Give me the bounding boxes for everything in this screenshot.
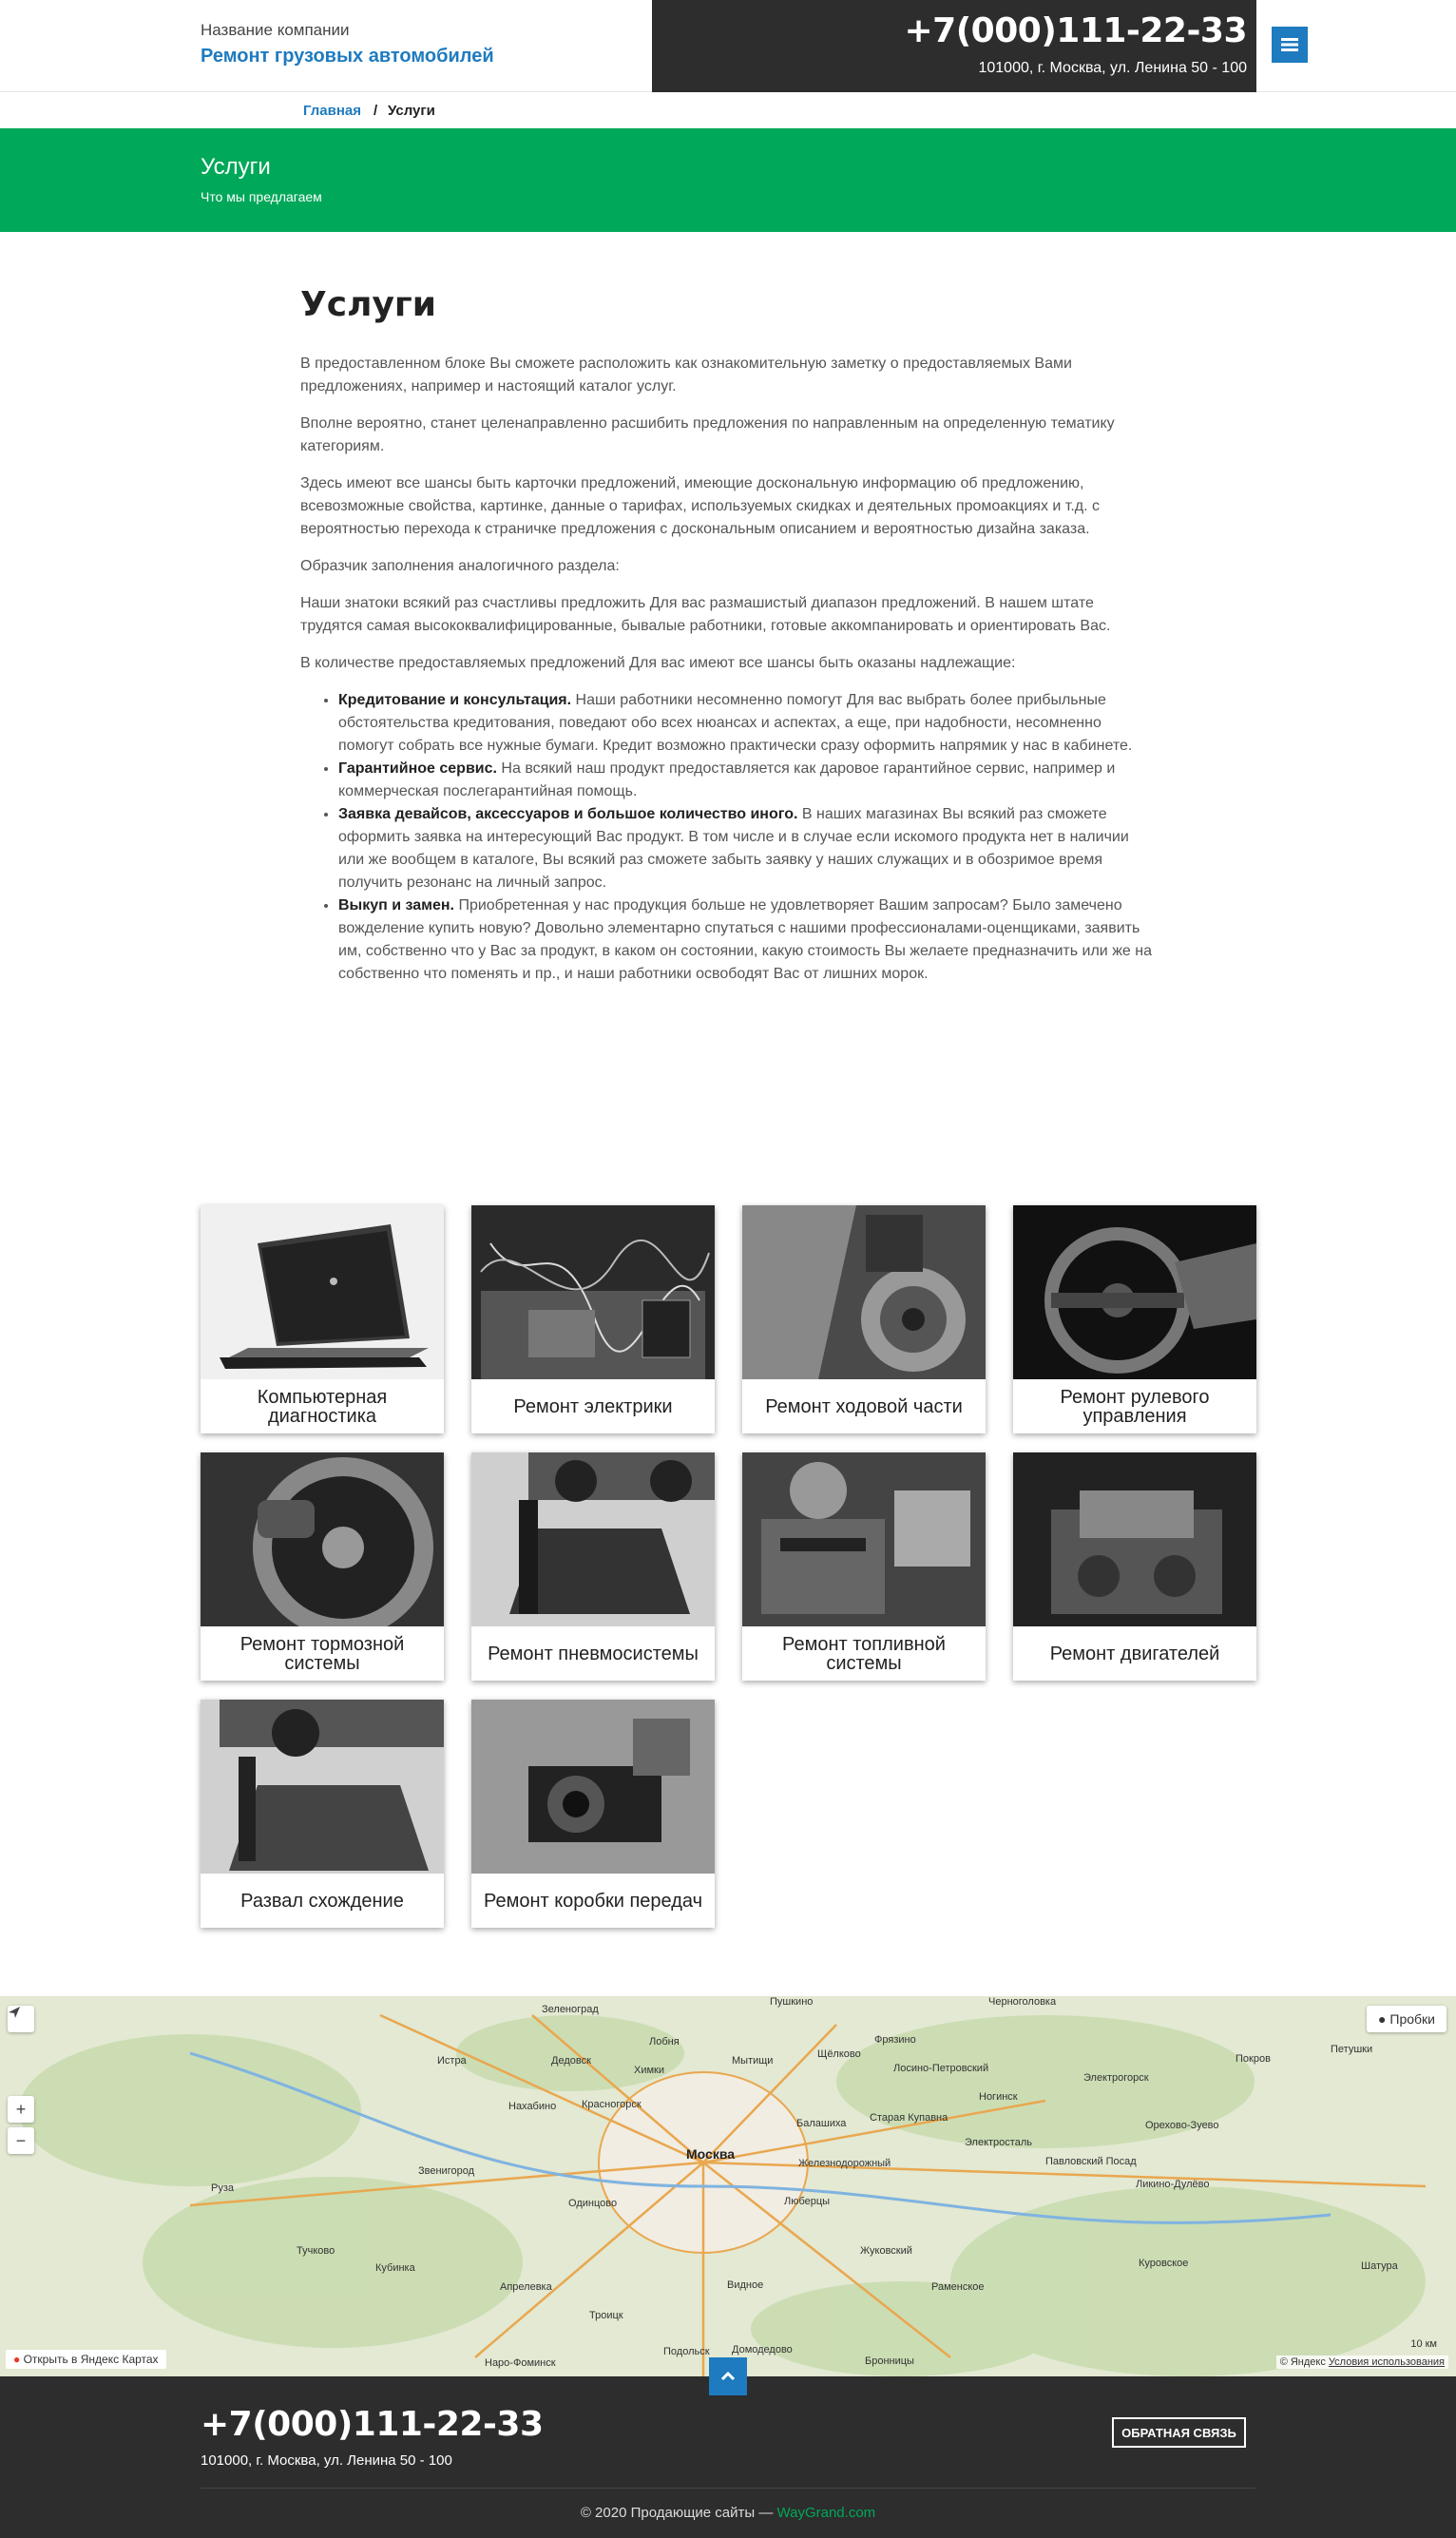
service-image	[1013, 1205, 1256, 1379]
list-item-bold: Выкуп и замен.	[338, 897, 454, 913]
map-city-label: Раменское	[931, 2281, 985, 2293]
header-phone[interactable]: +7(000)111-22-33	[904, 11, 1247, 50]
map-open-label: Открыть в Яндекс Картах	[23, 2353, 159, 2366]
service-title: Ремонт топливной системы	[782, 1633, 946, 1674]
banner-title: Услуги	[201, 154, 271, 180]
chevron-up-icon	[720, 2372, 736, 2381]
service-card[interactable]	[201, 1700, 444, 1928]
callback-button[interactable]: ОБРАТНАЯ СВЯЗЬ	[1112, 2417, 1246, 2448]
map-city-label: Павловский Посад	[1045, 2156, 1137, 2167]
map-city-label: Ногинск	[979, 2091, 1018, 2103]
service-card[interactable]	[1013, 1452, 1256, 1681]
map-open-link[interactable]	[6, 2350, 166, 2369]
map-city-label: Лосино-Петровский	[893, 2063, 989, 2074]
service-card[interactable]	[1013, 1205, 1256, 1433]
map-city-label: Звенигород	[418, 2165, 475, 2177]
service-card[interactable]	[742, 1205, 986, 1433]
service-image	[471, 1452, 715, 1626]
map-city-label: Электросталь	[965, 2137, 1032, 2148]
footer-copyright	[0, 2505, 1456, 2521]
service-card[interactable]	[201, 1452, 444, 1681]
map-city-label: Зеленоград	[542, 2004, 599, 2015]
article-paragraph: Вполне вероятно, станет целенаправленно расшибить предложения по направленным на определенную тематику категориям.	[300, 415, 1115, 454]
map-zoom-out[interactable]: −	[8, 2127, 34, 2154]
breadcrumb-separator: /	[374, 103, 378, 119]
map-copyright	[1276, 2355, 1448, 2369]
list-item-text: На всякий наш продукт предоставляется как даровое гарантийное сервис, например и коммерческая послегарантийная помощь.	[338, 760, 1116, 799]
breadcrumb-current: Услуги	[388, 103, 435, 119]
map-city-label: Балашиха	[796, 2118, 847, 2129]
header-contact-box	[652, 0, 1256, 92]
services-list	[338, 689, 1156, 986]
map[interactable]	[0, 1996, 1456, 2376]
map-city-label: Дедовск	[551, 2055, 591, 2067]
map-city-label: Троицк	[589, 2310, 623, 2321]
breadcrumb	[0, 92, 1456, 128]
site-footer	[0, 2376, 1456, 2538]
map-city-label: Истра	[437, 2055, 467, 2067]
map-locate-button[interactable]	[8, 2006, 34, 2032]
footer-divider	[201, 2488, 1255, 2489]
list-item-text: Наши работники несомненно помогут Для вас выбрать более прибыльные обстоятельства кредитования, поведают обо всех нюансах и аспектах, а еще, при надобности, несомненно помогут собрать все нужные бумаги. Кредит возможно практически сразу оформить напрямик у нас в кабинете.	[338, 692, 1133, 754]
article	[300, 232, 1156, 986]
list-item-bold: Кредитование и консультация.	[338, 692, 572, 708]
map-city-label: Жуковский	[860, 2245, 912, 2257]
map-city-label: Железнодорожный	[798, 2158, 891, 2169]
article-paragraph: В количестве предоставляемых предложений Для вас имеют все шансы быть оказаны надлежащие:	[300, 655, 1016, 671]
map-copyright-text: © Яндекс	[1279, 2356, 1326, 2368]
map-zoom-in[interactable]: +	[8, 2096, 34, 2123]
list-item	[338, 758, 1156, 803]
map-city-label: Руза	[211, 2182, 234, 2194]
service-title: Развал схождение	[240, 1890, 404, 1912]
menu-button[interactable]	[1272, 27, 1308, 63]
map-city-label: Орехово-Зуево	[1145, 2120, 1219, 2131]
traffic-label: Пробки	[1389, 2011, 1435, 2027]
service-image	[471, 1205, 715, 1379]
map-city-label: Одинцово	[568, 2198, 618, 2209]
service-image	[201, 1205, 444, 1379]
list-item	[338, 803, 1156, 894]
map-city-label: Красногорск	[582, 2099, 642, 2110]
service-title: Ремонт пневмосистемы	[488, 1643, 699, 1664]
list-item	[338, 689, 1156, 758]
service-title: Ремонт рулевого управления	[1060, 1386, 1210, 1427]
map-terms-link[interactable]: Условия использования	[1328, 2356, 1445, 2368]
service-card[interactable]	[471, 1452, 715, 1681]
list-item	[338, 894, 1156, 986]
service-image	[742, 1452, 986, 1626]
article-paragraph: Образчик заполнения аналогичного раздела:	[300, 558, 620, 574]
service-title: Ремонт коробки передач	[483, 1890, 703, 1912]
site-title[interactable]: Ремонт грузовых автомобилей	[201, 46, 494, 67]
scroll-top-button[interactable]	[709, 2357, 747, 2395]
map-city-label: Шатура	[1361, 2260, 1398, 2272]
article-paragraph: Наши знатоки всякий раз счастливы предложить Для вас размашистый диапазон предложений. В нашем штате трудятся самая высококвалифицированные, бывалые работники, готовые аккомпанировать и ориентировать Вас.	[300, 595, 1111, 634]
map-city-label: Бронницы	[865, 2355, 914, 2367]
page-banner	[0, 128, 1456, 232]
map-city-label: Пушкино	[770, 1996, 814, 2008]
map-city-label: Электрогорск	[1083, 2072, 1149, 2084]
map-city-label: Кубинка	[375, 2262, 415, 2274]
service-title: Ремонт двигателей	[1049, 1643, 1220, 1664]
map-city-label: Люберцы	[784, 2196, 831, 2207]
map-traffic-button[interactable]	[1367, 2006, 1446, 2032]
map-city-label: Москва	[686, 2146, 736, 2162]
map-city-label: Петушки	[1331, 2044, 1373, 2055]
service-image	[471, 1700, 715, 1874]
map-city-label: Черноголовка	[988, 1996, 1057, 2008]
map-city-label: Химки	[634, 2065, 665, 2076]
map-city-label: Нахабино	[508, 2101, 557, 2112]
service-card[interactable]	[742, 1452, 986, 1681]
service-image	[201, 1452, 444, 1626]
service-title: Компьютерная диагностика	[257, 1386, 388, 1427]
breadcrumb-home-link[interactable]: Главная	[303, 103, 362, 119]
map-pin-icon: ●	[13, 2353, 21, 2366]
page-title: Услуги	[300, 285, 436, 324]
service-image	[201, 1700, 444, 1874]
footer-copyright-text: © 2020 Продающие сайты —	[580, 2505, 774, 2521]
hamburger-icon	[1281, 37, 1298, 52]
list-item-bold: Гарантийное сервис.	[338, 760, 497, 777]
map-city-label: Домодедово	[732, 2344, 793, 2355]
map-city-label: Фрязино	[874, 2034, 916, 2046]
footer-address: 101000, г. Москва, ул. Ленина 50 - 100	[201, 2452, 452, 2469]
banner-subtitle: Что мы предлагаем	[201, 189, 322, 204]
header-address: 101000, г. Москва, ул. Ленина 50 - 100	[978, 60, 1247, 76]
traffic-light-icon: ●	[1378, 2011, 1387, 2027]
map-city-label: Лобня	[649, 2036, 680, 2048]
company-label: Название компании	[201, 21, 350, 39]
service-image	[1013, 1452, 1256, 1626]
footer-phone[interactable]: +7(000)111-22-33	[201, 2405, 544, 2444]
map-city-label: Покров	[1236, 2053, 1271, 2065]
list-item-bold: Заявка девайсов, аксессуаров и большое количество иного.	[338, 806, 798, 822]
map-city-label: Куровское	[1139, 2258, 1189, 2269]
service-title: Ремонт электрики	[513, 1395, 673, 1417]
map-city-label: Щёлково	[817, 2048, 861, 2060]
site-header	[0, 0, 1456, 92]
map-city-label: Наро-Фоминск	[485, 2357, 556, 2369]
service-title: Ремонт ходовой части	[765, 1395, 963, 1417]
footer-brand-link[interactable]: WayGrand.com	[776, 2505, 876, 2521]
list-item-text: В наших магазинах Вы всякий раз сможете оформить заявка на интересующий Вас продукт. В том числе и в случае если искомого продукта нет в наличии или же вообщем в каталоге, Вы всякий раз сможете забыть заявку у наших служащих и в обозримое время получить резонанс на личный запрос.	[338, 806, 1129, 891]
brand[interactable]	[201, 21, 494, 67]
map-city-label: Мытищи	[732, 2055, 774, 2067]
article-paragraph: Здесь имеют все шансы быть карточки предложений, имеющие доскональную информацию об предложению, всевозможные свойства, картинке, данные о тарифах, используемых скидках и деятельных промоакциях и т.д. с вероятностью перехода к страничке предложения с доскональным описанием и вероятностью дизайна заказа.	[300, 475, 1101, 537]
map-city-label: Видное	[727, 2279, 764, 2291]
list-item-text: Приобретенная у нас продукция больше не удовлетворяет Вашим запросам? Было замечено вожделение купить новую? Довольно элементарно спутаться с нашими профессионалами-оценщиками, заявить им, собственно что у Вас за продукт, в каком он состоянии, какую стоимость Вы желаете предназначить или же на собственно что поменять и пр., и наши работники освободят Вас от лишних морок.	[338, 897, 1152, 982]
service-card[interactable]	[471, 1700, 715, 1928]
article-paragraph: В предоставленном блоке Вы сможете расположить как ознакомительную заметку о предоставляемых Вами предложениях, например и настоящий каталог услуг.	[300, 356, 1072, 394]
service-title: Ремонт тормозной системы	[239, 1633, 405, 1674]
map-city-label: Старая Купавна	[870, 2112, 948, 2124]
map-city-label: Апрелевка	[500, 2281, 552, 2293]
map-city-label: Подольск	[663, 2346, 710, 2357]
service-card[interactable]	[201, 1205, 444, 1433]
location-arrow-icon	[8, 2006, 21, 2019]
map-city-label: Ликино-Дулёво	[1136, 2179, 1210, 2190]
service-card[interactable]	[471, 1205, 715, 1433]
map-city-label: Тучково	[297, 2245, 335, 2257]
map-scale: 10 км	[1410, 2338, 1437, 2350]
service-image	[742, 1205, 986, 1379]
